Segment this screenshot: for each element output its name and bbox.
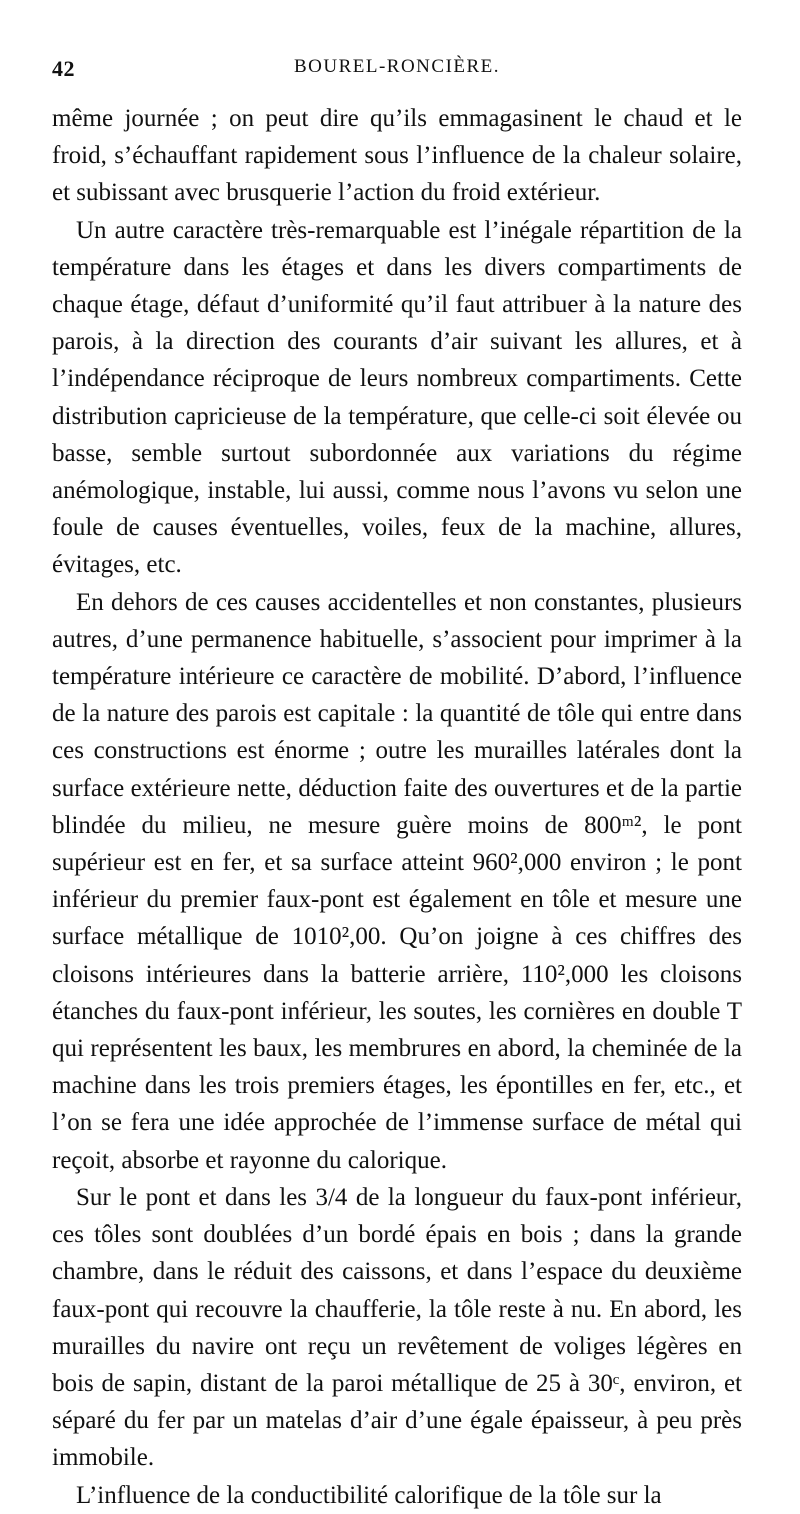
running-head xyxy=(52,44,742,84)
paragraph: Un autre caractère très-remarquable est l’inégale répartition de la température dans les étages et dans les divers compartiments de chaque étage, défaut d’uniformité qu’il faut attribuer à la nature des parois, à la direction des courants d’air suivant les allures, et à l’indépendance réciproque de leurs nombreux compartiments. Cette distribution capricieuse de la température, que celle-ci soit élevée ou basse, semble surtout subordonnée aux variations du régime anémologique, instable, lui aussi, comme nous l’avons vu selon une foule de causes éventuelles, voiles, feux de la machine, allures, évitages, etc. xyxy=(52,216,742,579)
paragraph-continuation: même journée ; on peut dire qu’ils emmagasinent le chaud et le froid, s’échauffant rapidement sous l’influence de la chaleur solaire, et subissant avec brusquerie l’action du froid extérieur. xyxy=(52,105,742,207)
book-page xyxy=(52,44,742,1509)
paragraph: L’influence de la conductibilité calorifique de la tôle sur la xyxy=(76,1481,662,1509)
paragraph: Sur le pont et dans les 3/4 de la longueur du faux-pont inférieur, ces tôles sont doublées d’un bordé épais en bois ; dans la grande chambre, dans le réduit des caissons, et dans l’espace du deuxième faux-pont qui recouvre la chaufferie, la tôle reste à nu. En abord, les murailles du navire ont reçu un revêtement de voliges légères en bois de sapin, distant de la paroi métallique de 25 à 30ᶜ, environ, et séparé du fer par un matelas d’air d’une égale épaisseur, à peu près immobile. xyxy=(52,1183,742,1472)
body-text xyxy=(52,100,742,1514)
paragraph: En dehors de ces causes accidentelles et non constantes, plusieurs autres, d’une permanence habituelle, s’associent pour imprimer à la température intérieure ce caractère de mobilité. D’abord, l’influence de la nature des parois est capitale : la quantité de tôle qui entre dans ces constructions est énorme ; outre les murailles latérales dont la surface extérieure nette, déduction faite des ouvertures et de la partie blindée du milieu, ne mesure guère moins de 800ᵐ², le pont supérieur est en fer, et sa surface atteint 960²,000 environ ; le pont inférieur du premier faux-pont est également en tôle et mesure une surface métallique de 1010²,00. Qu’on joigne à ces chiffres des cloisons intérieures dans la batterie arrière, 110²,000 les cloisons étanches du faux-pont inférieur, les soutes, les cornières en double T qui représentent les baux, les membrures en abord, la cheminée de la machine dans les trois premiers étages, les épontilles en fer, etc., et l’on se fera une idée approchée de l’immense surface de métal qui reçoit, absorbe et rayonne du calorique. xyxy=(52,588,742,1174)
running-title: BOUREL-RONCIÈRE. xyxy=(293,56,501,77)
page-number: 42 xyxy=(52,56,75,81)
